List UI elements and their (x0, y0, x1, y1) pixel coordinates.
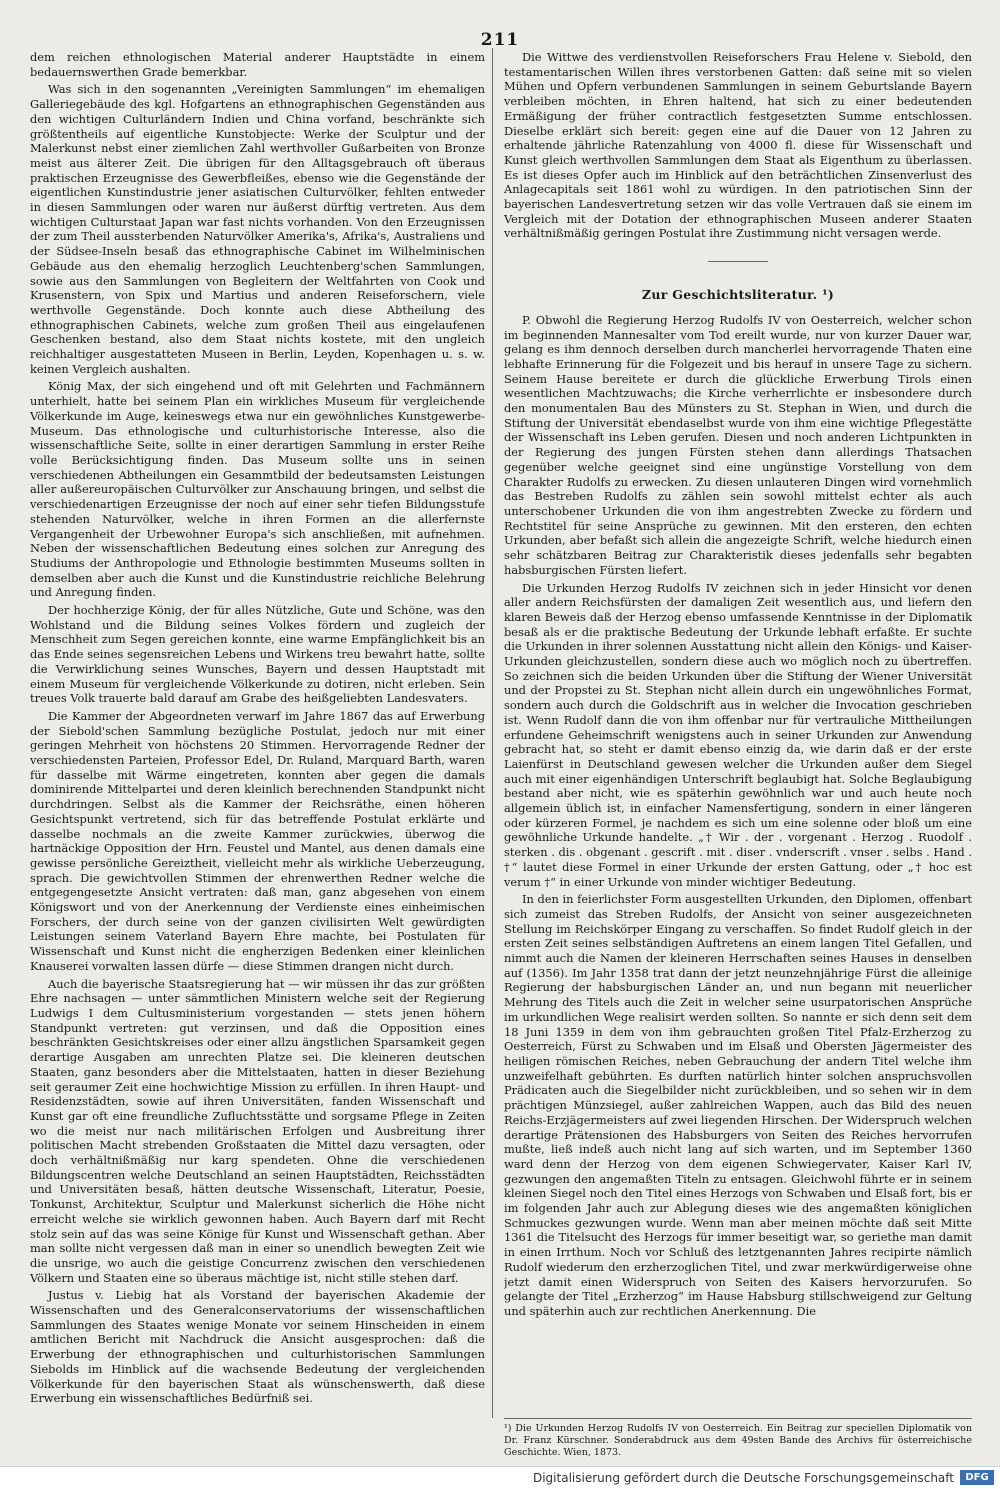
funding-credit: Digitalisierung gefördert durch die Deutsche Forschungsgemeinschaft (532, 1471, 954, 1485)
right-column (504, 50, 972, 1470)
column-divider (492, 48, 493, 1418)
paragraph: Die Wittwe des verdienstvollen Reiseforschers Frau Helene v. Siebold, den testamentarischen Willen ihres verstorbenen Gatten: daß seine mit so vielen Mühen und Opfern verbundenen Sammlungen in seinem Geburtslande Bayern verbleiben möchten, in Ehren haltend, hat sich zu einer bedeutenden Ermäßigung der früher contractlich festgesetzten Summe entschlossen. Dieselbe erklärt sich bereit: gegen eine auf die Dauer von 12 Jahren zu erhaltende jährliche Ratenzahlung von 4000 fl. diese für Wissenschaft und Kunst gleich werthvollen Sammlungen dem Staat als Eigenthum zu überlassen. Es ist dieses Opfer auch im Hinblick auf den beträchtlichen Zinsenverlust des Anlagecapitals seit 1861 wohl zu würdigen. In den patriotischen Sinn der bayerischen Landesvertretung setzen wir das volle Vertrauen daß sie einem im Vergleich mit der Dotation der ethnographischen Museen anderer Staaten verhältnißmäßig geringen Postulat ihre Zustimmung nicht versagen werde. (504, 50, 972, 241)
paragraph: Was sich in den sogenannten „Vereinigten Sammlungen“ im ehemaligen Galleriegebäude des kgl. Hofgartens an ethnographischen Gegenständen aus den wichtigen Culturländern Indien und China vorfand, beschränkte sich größtentheils auf eigentliche Kunstobjecte: Werke der Sculptur und der Malerkunst nebst einer ziemlichen Zahl werthvoller Gußarbeiten von Bronze meist aus älterer Zeit. Die übrigen für den Alltagsgebrauch oft überaus praktischen Erzeugnisse des Gewerbfleißes, ebenso wie die Gegenstände der eigentlichen Kunstindustrie jener asiatischen Culturvölker, fehlten entweder in diesen Sammlungen oder waren nur äußerst dürftig vertreten. Aus dem wichtigen Culturstaat Japan war fast nichts vorhanden. Von den Erzeugnissen der zum Theil aussterbenden Naturvölker Amerika's, Afrika's, Australiens und der Südsee-Inseln besaß das ethnographische Cabinet im Wilhelminischen Gebäude aus den ehemalig herzoglich Leuchtenberg'schen Sammlungen, sowie aus den Sammlungen von Begleitern der Weltfahrten von Cook und Krusenstern, von Spix und Martius und anderen Reiseforschern, viele werthvolle Gegenstände. Doch konnte auch diese Abtheilung des ethnographischen Cabinets, welche zum großen Theil aus eingelaufenen Geschenken bestand, also dem Staat nichts kostete, mit den ungleich reichhaltiger ausgestatteten Museen in Berlin, Leyden, Kopenhagen u. s. w. keinen Vergleich aushalten. (30, 82, 485, 376)
paragraph: P. Obwohl die Regierung Herzog Rudolfs IV von Oesterreich, welcher schon im beginnenden Mannesalter vom Tod ereilt wurde, nur von kurzer Dauer war, gelang es ihm dennoch derselben durch mancherlei hervorragende Thaten eine lebhafte Erinnerung für die Folgezeit und bis herauf in unsere Tage zu sichern. Seinem Hause bereitete er durch die glückliche Erwerbung Tirols einen wesentlichen Machtzuwachs; die Kirche verherrlichte er insbesondere durch den monumentalen Bau des Münsters zu St. Stephan in Wien, und durch die Stiftung der Universität ebendaselbst wurde von ihm eine wichtige Pflegestätte der Wissenschaft ins Leben gerufen. Diesen und noch anderen Lichtpunkten in der Regierung des jungen Fürsten stehen dann allerdings Thatsachen gegenüber welche geeignet sind eine ungünstige Vorstellung von dem Charakter Rudolfs zu erwecken. Zu diesen unlauteren Dingen wird vornehmlich das Bestreben Rudolfs zu zählen sein sowohl mittelst echter als auch unterschobener Urkunden die von ihm angestrebten Zwecke zu fördern und Rechtstitel für seine Ansprüche zu gewinnen. Mit den ersteren, den echten Urkunden, aber befaßt sich allein die angezeigte Schrift, welche hiedurch einen sehr schätzbaren Beitrag zur Charakteristik dieses jedenfalls sehr begabten habsburgischen Fürsten liefert. (504, 312, 972, 577)
section-divider (708, 261, 768, 262)
paragraph: In den in feierlichster Form ausgestellten Urkunden, den Diplomen, offenbart sich zumeist das Streben Rudolfs, der Ansicht von seiner ausgezeichneten Stellung im Reichskörper Eingang zu verschaffen. So findet Rudolf gleich in der ersten Zeit seines selbständigen Auftretens an einem langen Titel Gefallen, und nimmt auch die Namen der kleineren Herrschaften seines Hauses in denselben auf (1356). Im Jahr 1358 trat dann der jetzt neunzehnjährige Fürst die alleinige Regierung der habsburgischen Länder an, und nun begann mit neuerlicher Mehrung des Titels auch die Zeit in welcher seine usurpatorischen Ansprüche im urkundlichen Wege realisirt werden sollten. So nannte er sich denn seit dem 18 Juni 1359 in dem von ihm gebrauchten großen Titel Pfalz-Erzherzog zu Oesterreich, Fürst zu Schwaben und im Elsaß und Obersten Jägermeister des heiligen römischen Reiches, neben Gebrauchung der andern Titel welche ihm unzweifelhaft gebührten. Es durften natürlich hinter solchen anspruchsvollen Prädicaten auch die Siegelbilder nicht zurückbleiben, und so sehen wir in dem prächtigen Münzsiegel, außer zahlreichen Wappen, auch das Bild des neuen Reichs-Erzjägermeisters auf zwei liegenden Hirschen. Der Widerspruch welchen derartige Prätensionen des Habsburgers von Seiten des Reiches hervorrufen mußte, ließ indeß auch nicht lang auf sich warten, und im September 1360 ward denn der Herzog von dem eigenen Schwiegervater, Kaiser Karl IV, gezwungen den angemaßten Titeln zu entsagen. Gleichwohl führte er in seinem kleinen Siegel noch den Titel eines Herzogs von Schwaben und Elsaß fort, bis er im folgenden Jahr auch zur Ablegung dieses wie des angemaßten königlichen Schmuckes gezwungen wurde. Wenn man aber meinen möchte daß seit Mitte 1361 die Titelsucht des Herzogs für immer beseitigt war, so geriethe man damit in einen Irrthum. Noch vor Schluß des letztgenannten Jahres recipirte nämlich Rudolf wiederum den erzherzoglichen Titel, und zwar merkwürdigerweise ohne jetzt damit einen Widerspruch von Seiten des Kaisers hervorzurufen. So gelangte der Titel „Erzherzog“ im Hause Habsburg stillschweigend zur Geltung und späterhin auch zur rechtlichen Anerkennung. Die (504, 892, 972, 1318)
footer-bar (0, 1466, 1000, 1489)
footnote: ¹) Die Urkunden Herzog Rudolfs IV von Oesterreich. Ein Beitrag zur speciellen Diplomatik von Dr. Franz Kürschner. Sonderabdruck aus dem 49sten Bande des Archivs für österreichische Geschichte. Wien, 1873. (504, 1418, 972, 1459)
page-number: 211 (480, 30, 520, 50)
dfg-logo-icon: DFG (960, 1470, 994, 1485)
paragraph: dem reichen ethnologischen Material anderer Hauptstädte in einem bedauernswerthen Grade bemerkbar. (30, 50, 485, 79)
paragraph: Auch die bayerische Staatsregierung hat — wir müssen ihr das zur größten Ehre nachsagen — unter sämmtlichen Ministern welche seit der Regierung Ludwigs I dem Cultusministerium vorgestanden — stets jenen höhern Standpunkt vertreten: gut verzinsen, und daß die Opposition eines beschränkten Gesichtskreises oder einer allzu ängstlichen Sparsamkeit gegen derartige Ausgaben am unrechten Platze sei. Die kleineren deutschen Staaten, ganz besonders aber die Mittelstaaten, hatten in dieser Beziehung seit geraumer Zeit eine hochwichtige Mission zu erfüllen. In ihren Haupt- und Residenzstädten, sowie auf ihren Universitäten, fanden Wissenschaft und Kunst gar oft eine freundliche Zufluchtsstätte und sorgsame Pflege in Zeiten wo die meist nur nach militärischen Erfolgen und Ausbreitung ihrer politischen Macht strebenden Großstaaten die Mittel dazu versagten, oder doch verhältnißmäßig nur karg spendeten. Ohne die verschiedenen Bildungscentren welche Deutschland an seinen Hauptstädten, Reichsstädten und Universitäten besaß, hätten deutsche Wissenschaft, Literatur, Poesie, Tonkunst, Architektur, Sculptur und Malerkunst sicherlich die Höhe nicht erreicht welche sie wirklich gewonnen haben. Auch Bayern darf mit Recht stolz sein auf das was seine Könige für Kunst und Wissenschaft gethan. Aber man sollte nicht vergessen daß man in einer so unendlich bewegten Zeit wie die unsrige, wo auch die geistige Concurrenz zwischen den verschiedenen Völkern und Staaten eine so überaus mächtige ist, nicht stille stehen darf. (30, 976, 485, 1285)
paragraph: Der hochherzige König, der für alles Nützliche, Gute und Schöne, was den Wohlstand und die Bildung seines Volkes fördern und zugleich der Menschheit zum Segen gereichen konnte, eine warme Empfänglichkeit bis an das Ende seines segensreichen Lebens und Wirkens treu bewahrt hatte, sollte die Verwirklichung seines Wunsches, Bayern und dessen Hauptstadt mit einem Museum für vergleichende Völkerkunde zu dotiren, nicht erleben. Sein treues Volk trauerte bald darauf am Grabe des heißgeliebten Landesvaters. (30, 603, 485, 706)
paragraph: Die Kammer der Abgeordneten verwarf im Jahre 1867 das auf Erwerbung der Siebold'schen Sammlung bezügliche Postulat, jedoch nur mit einer geringen Mehrheit von höchstens 20 Stimmen. Hervorragende Redner der verschiedensten Parteien, Professor Edel, Dr. Ruland, Marquard Barth, waren für dasselbe mit Wärme eingetreten, konnten aber gegen die damals dominirende Mittelpartei und deren kleinlich berechnenden Standpunkt nicht durchdringen. Selbst als die Kammer der Reichsräthe, einen höheren Gesichtspunkt vertretend, sich für das betreffende Postulat erklärte und dasselbe nochmals an die zweite Kammer zurückwies, überwog die hartnäckige Opposition der Hrn. Feustel und Mantel, aus denen damals eine gewisse persönliche Gereiztheit, vielleicht mehr als wirkliche Ueberzeugung, sprach. Die gewichtvollen Stimmen der ehrenwerthen Redner welche die entgegengesetzte Ansicht vertraten: daß man, ganz abgesehen von einem Königswort und von der Anerkennung der Verdienste eines einheimischen Forschers, der durch seine von der ganzen civilisirten Welt gewürdigten Leistungen seinem Vaterland Bayern Ehre machte, bei Postulaten für Wissenschaft und Kunst nicht die engherzigen Bedenken einer kleinlichen Knauserei vorwalten lassen dürfe — diese Stimmen drangen nicht durch. (30, 708, 485, 973)
paragraph: Justus v. Liebig hat als Vorstand der bayerischen Akademie der Wissenschaften und des Generalconservatoriums der wissenschaftlichen Sammlungen des Staates wenige Monate vor seinem Hinscheiden in einem amtlichen Bericht mit Nachdruck die Ansicht ausgesprochen: daß die Erwerbung der ethnographischen und culturhistorischen Sammlungen Siebolds im Hinblick auf die wachsende Bedeutung der vergleichenden Völkerkunde für den bayerischen Staat als wünschenswerth, daß diese Erwerbung ein wissenschaftliches Bedürfniß sei. (30, 1288, 485, 1406)
section-heading: Zur Geschichtsliteratur. ¹) (641, 287, 835, 303)
left-column (30, 50, 485, 1470)
paragraph: Die Urkunden Herzog Rudolfs IV zeichnen sich in jeder Hinsicht vor denen aller andern Reichsfürsten der damaligen Zeit wesentlich aus, und liefern den klaren Beweis daß der Herzog ebenso umfassende Kenntnisse in der Diplomatik besaß als er die praktische Bedeutung der Urkunde lebhaft erfaßte. Er suchte die Urkunden in ihrer solennen Ausstattung nicht allein den Königs- und Kaiser-Urkunden gleichzustellen, sondern diese auch wo möglich noch zu übertreffen. So zeichnen sich die beiden Urkunden über die Stiftung der Wiener Universität und der Propstei zu St. Stephan nicht allein durch ein ungewöhnliches Format, sondern auch durch die Goldschrift aus in welcher die Invocation geschrieben ist. Wenn Rudolf dann die von ihm offenbar nur für vertrauliche Mittheilungen erfundene Geheimschrift wenigstens auch in seiner Urkunden zur Anwendung gebracht hat, so steht er damit ebenso einzig da, wie darin daß er der erste Laienfürst in Deutschland gewesen welcher die Urkunden außer dem Siegel auch mit einer eigenhändigen Unterschrift beglaubigt hat. Solche Beglaubigung bestand aber nicht, wie es späterhin gewöhnlich war und auch heute noch allgemein üblich ist, in einfacher Namensfertigung, sondern in einer längeren oder kürzeren Formel, je nachdem es sich um eine solenne oder bloß um eine gewöhnliche Urkunde handelte. „† Wir . der . vorgenant . Herzog . Ruodolf . sterken . dis . obgenant . gescrift . mit . diser . vnderscrift . vnser . selbs . Hand . †“ lautet diese Formel in einer Urkunde der ersten Gattung, oder „† hoc est verum †“ in einer Urkunde von minder wichtiger Bedeutung. (504, 580, 972, 889)
paragraph: König Max, der sich eingehend und oft mit Gelehrten und Fachmännern unterhielt, hatte bei seinem Plan ein wirkliches Museum für vergleichende Völkerkunde im Auge, keineswegs etwa nur ein gewöhnliches Kunstgewerbe-Museum. Das ethnologische und culturhistorische Interesse, also die wissenschaftliche Seite, sollte in einer derartigen Sammlung in erster Reihe volle Berücksichtigung finden. Das Museum sollte uns in seinen verschiedenen Abtheilungen ein Gesammtbild der bedeutsamsten Leistungen aller außereuropäischen Culturvölker zur Anschauung bringen, und selbst die verschiedenartigen Erzeugnisse der noch auf einer sehr tiefen Bildungsstufe stehenden Naturvölker, welche in ihren Formen an die allerfernste Vergangenheit der Urbewohner Europa's sich anschließen, mit aufnehmen. Neben der wissenschaftlichen Bedeutung eines solchen zur Anregung des Studiums der Anthropologie und Ethnologie bestimmten Museums sollten in demselben aber auch die Kunst und die Kunstindustrie reichliche Belehrung und Anregung finden. (30, 379, 485, 600)
